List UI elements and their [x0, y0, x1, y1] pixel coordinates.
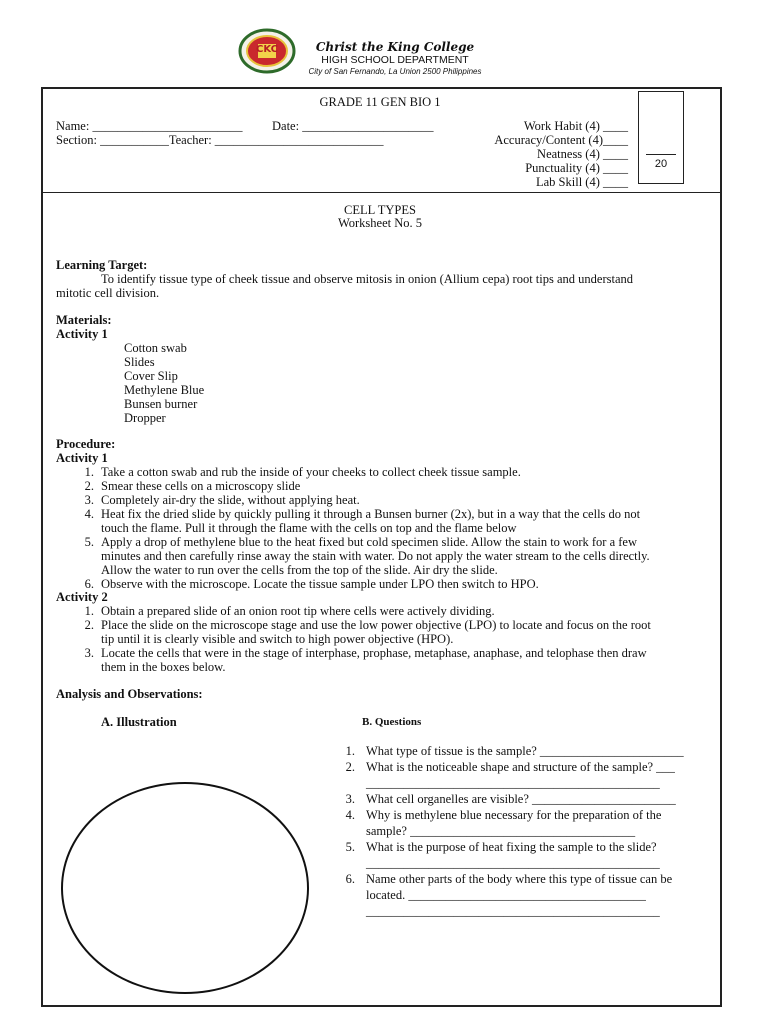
logo-text: CKC	[256, 44, 278, 55]
step-text: Locate the cells that were in the stage of interphase, prophase, metaphase, anaphase, and telophase then draw	[101, 646, 647, 660]
material-item: Dropper	[124, 411, 166, 425]
step-text: Place the slide on the microscope stage and use the low power objective (LPO) to locate and focus on the root	[101, 618, 651, 632]
rubric-list	[450, 119, 628, 189]
step-text: them in the boxes below.	[101, 660, 226, 674]
materials-activity-heading: Activity 1	[56, 327, 108, 341]
material-item: Slides	[124, 355, 155, 369]
worksheet-number: Worksheet No. 5	[337, 216, 423, 230]
question-text[interactable]: What is the noticeable shape and structure of the sample? ___	[366, 760, 675, 774]
illustration-circle[interactable]	[61, 782, 309, 994]
question-number: 3.	[345, 792, 355, 806]
analysis-heading: Analysis and Observations:	[56, 687, 203, 701]
questions-heading: B. Questions	[362, 716, 422, 728]
question-number: 1.	[345, 744, 355, 758]
question-text[interactable]: What type of tissue is the sample? _______________________	[366, 744, 684, 758]
step-number: 3.	[84, 493, 94, 507]
question-number: 4.	[345, 808, 355, 822]
material-item: Methylene Blue	[124, 383, 205, 397]
procedure-activity2-heading: Activity 2	[56, 590, 108, 604]
step-text: Obtain a prepared slide of an onion root tip where cells were actively dividing.	[101, 604, 495, 618]
score-box[interactable]	[638, 91, 684, 184]
step-text: Smear these cells on a microscopy slide	[101, 479, 301, 493]
step-text: Heat fix the dried slide by quickly pulling it through a Bunsen burner (2x), but in a way that the cells do not	[101, 507, 641, 521]
step-text: Apply a drop of methylene blue to the heat fixed but cold specimen slide. Allow the stain to work for a few	[101, 535, 637, 549]
material-item: Cotton swab	[124, 341, 187, 355]
form-title: GRADE 11 GEN BIO 1	[319, 95, 441, 109]
step-number: 2.	[84, 618, 94, 632]
date-field[interactable]: Date: _____________________	[272, 119, 434, 133]
question-text[interactable]: What cell organelles are visible? _______________________	[366, 792, 676, 806]
college-name: Christ the King College	[315, 40, 475, 54]
step-text: touch the flame. Pull it through the flame with the cells on top and the flame below	[101, 521, 517, 535]
score-line	[646, 154, 676, 155]
header-divider	[41, 192, 722, 193]
step-text: tip until it is clearly visible and switch to high power objective (HPO).	[101, 632, 454, 646]
step-number: 3.	[84, 646, 94, 660]
illustration-heading: A. Illustration	[101, 715, 177, 729]
step-number: 1.	[84, 604, 94, 618]
question-number: 5.	[345, 840, 355, 854]
score-total: 20	[654, 158, 668, 170]
question-text[interactable]: What is the purpose of heat fixing the sample to the slide?	[366, 840, 657, 854]
activity1-steps	[56, 465, 716, 591]
name-field[interactable]: Name: ________________________	[56, 119, 243, 133]
material-item: Bunsen burner	[124, 397, 198, 411]
question-text[interactable]: sample? ____________________________________	[366, 824, 636, 838]
rubric-work-habit[interactable]: Work Habit (4) ____	[523, 119, 628, 133]
question-text[interactable]: located. ______________________________________	[366, 888, 646, 902]
step-number: 2.	[84, 479, 94, 493]
worksheet-title: CELL TYPES	[344, 203, 416, 217]
step-number: 1.	[84, 465, 94, 479]
answer-line[interactable]: _______________________________________________	[366, 856, 660, 870]
questions-list	[320, 744, 720, 920]
answer-line[interactable]: _______________________________________________	[366, 904, 660, 918]
section-teacher-field[interactable]: Section: ___________Teacher: ___________________________	[56, 133, 384, 147]
rubric-accuracy[interactable]: Accuracy/Content (4)____	[494, 133, 628, 147]
procedure-activity1-heading: Activity 1	[56, 451, 108, 465]
question-text[interactable]: Name other parts of the body where this type of tissue can be	[366, 872, 673, 886]
question-number: 6.	[345, 872, 355, 886]
step-number: 4.	[84, 507, 94, 521]
step-text: minutes and then carefully rinse away the stain with water. Do not apply the water stream to the cells directly.	[101, 549, 650, 563]
materials-list	[124, 341, 204, 425]
rubric-lab-skill[interactable]: Lab Skill (4) ____	[535, 175, 628, 189]
question-text[interactable]: Why is methylene blue necessary for the preparation of the	[366, 808, 662, 822]
college-address: City of San Fernando, La Union 2500 Philippines	[308, 67, 482, 76]
rubric-punctuality[interactable]: Punctuality (4) ____	[525, 161, 628, 175]
learning-target-heading: Learning Target:	[56, 258, 148, 272]
activity2-steps	[56, 604, 716, 674]
step-text: Completely air-dry the slide, without applying heat.	[101, 493, 360, 507]
step-number: 5.	[84, 535, 94, 549]
learning-target-text-2: mitotic cell division.	[56, 286, 160, 300]
question-number: 2.	[345, 760, 355, 774]
answer-line[interactable]: _______________________________________________	[366, 776, 660, 790]
procedure-heading: Procedure:	[56, 437, 116, 451]
rubric-neatness[interactable]: Neatness (4) ____	[537, 147, 628, 161]
step-text: Allow the water to run over the cells from the top of the slide. Air dry the slide.	[101, 563, 498, 577]
material-item: Cover Slip	[124, 369, 178, 383]
learning-target-text-1: To identify tissue type of cheek tissue and observe mitosis in onion (Allium cepa) root tips and understand	[101, 272, 634, 286]
step-number: 6.	[84, 577, 94, 591]
step-text: Take a cotton swab and rub the inside of your cheeks to collect cheek tissue sample.	[101, 465, 521, 479]
department-name: HIGH SCHOOL DEPARTMENT	[321, 54, 469, 66]
step-text: Observe with the microscope. Locate the tissue sample under LPO then switch to HPO.	[101, 577, 539, 591]
materials-heading: Materials:	[56, 313, 112, 327]
